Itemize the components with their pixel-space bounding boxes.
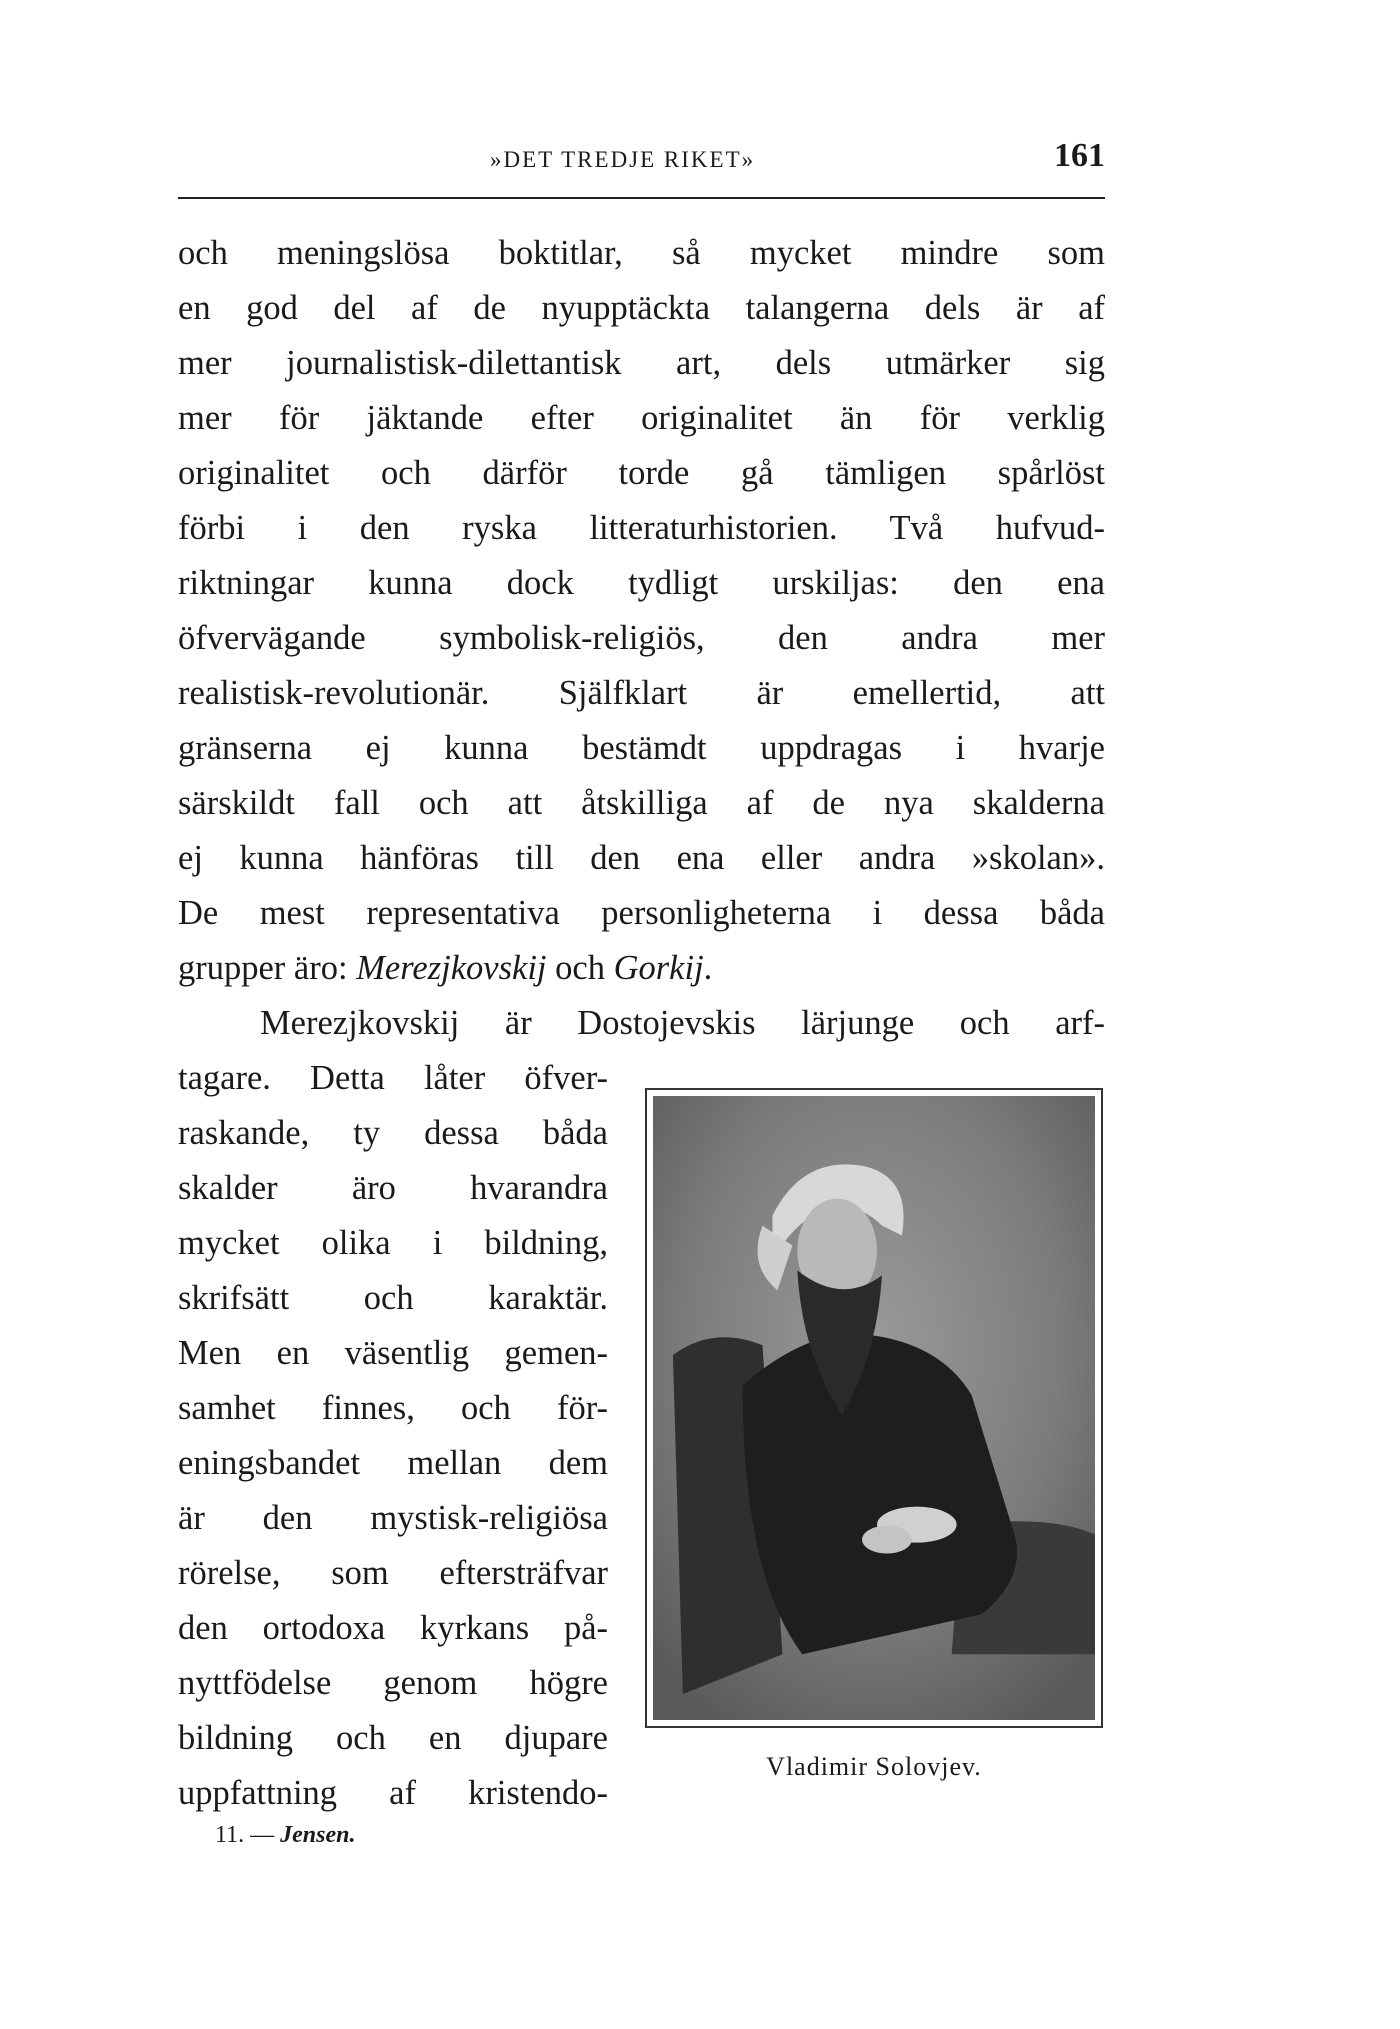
text-line: och meningslösa boktitlar, så mycket mindre som: [178, 234, 1105, 272]
text-line: öfvervägande symbolisk-religiös, den andra mer: [178, 619, 1105, 657]
text-line: [178, 943, 1105, 993]
text-line: är den mystisk-religiösa: [178, 1499, 608, 1537]
text-line: ej kunna hänföras till den ena eller andra »skolan».: [178, 839, 1105, 877]
text-line: samhet finnes, och för-: [178, 1389, 608, 1427]
text-line: nyttfödelse genom högre: [178, 1664, 608, 1702]
text-line: gränserna ej kunna bestämdt uppdragas i hvarje: [178, 729, 1105, 767]
printer-signature: [215, 1822, 355, 1849]
header-rule: [178, 197, 1105, 199]
running-title: »DET TREDJE RIKET»: [490, 147, 756, 172]
text-line: mer för jäktande efter originalitet än för verklig: [178, 399, 1105, 437]
text-line: originalitet och därför torde gå tämligen spårlöst: [178, 454, 1105, 492]
text-line: skalder äro hvarandra: [178, 1169, 608, 1207]
text-segment: grupper äro:: [178, 949, 357, 987]
text-line: riktningar kunna dock tydligt urskiljas: den ena: [178, 564, 1105, 602]
text-line: realistisk-revolutionär. Själfklart är emellertid, att: [178, 674, 1105, 712]
figure-caption: Vladimir Solovjev.: [766, 1752, 982, 1781]
text-line: en god del af de nyupptäckta talangerna dels är af: [178, 289, 1105, 327]
text-line: Merezjkovskij är Dostojevskis lärjunge och arf-: [260, 1004, 1105, 1042]
page-header: [178, 137, 1105, 183]
portrait-photo: [653, 1096, 1095, 1720]
text-segment: .: [703, 949, 713, 987]
signature-name: Jensen.: [280, 1822, 356, 1848]
portrait-photo-frame: [645, 1088, 1103, 1728]
page-number: 161: [1054, 137, 1105, 174]
text-line: skrifsätt och karaktär.: [178, 1279, 608, 1317]
text-line: De mest representativa personligheterna i dessa båda: [178, 894, 1105, 932]
text-line: mycket olika i bildning,: [178, 1224, 608, 1262]
text-line: särskildt fall och att åtskilliga af de nya skalderna: [178, 784, 1105, 822]
signature-number: 11. —: [215, 1822, 281, 1848]
text-line: förbi i den ryska litteraturhistorien. Två hufvud-: [178, 509, 1105, 547]
text-line: eningsbandet mellan dem: [178, 1444, 608, 1482]
text-line: den ortodoxa kyrkans på-: [178, 1609, 608, 1647]
text-segment: och: [546, 949, 614, 987]
text-line: bildning och en djupare: [178, 1719, 608, 1757]
text-line: Men en väsentlig gemen-: [178, 1334, 608, 1372]
text-line: uppfattning af kristendo-: [178, 1774, 608, 1812]
text-line: raskande, ty dessa båda: [178, 1114, 608, 1152]
author-name: Gorkij: [613, 949, 704, 987]
text-line: rörelse, som eftersträfvar: [178, 1554, 608, 1592]
author-name: Merezjkovskij: [356, 949, 547, 987]
text-line: mer journalistisk-dilettantisk art, dels utmärker sig: [178, 344, 1105, 382]
text-line: tagare. Detta låter öfver-: [178, 1059, 608, 1097]
